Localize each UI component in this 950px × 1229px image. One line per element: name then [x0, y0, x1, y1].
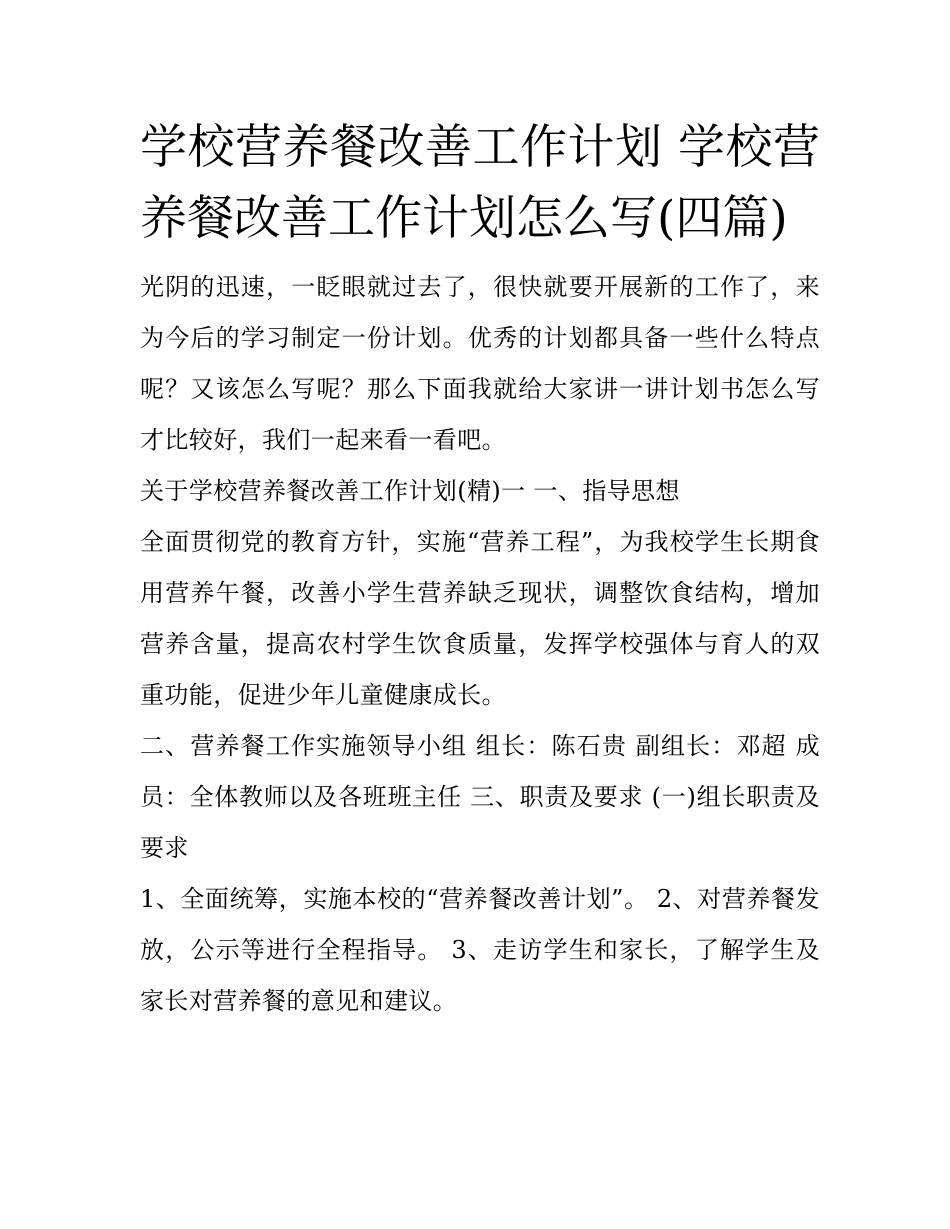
intro-paragraph: 光阴的迅速，一眨眼就过去了，很快就要开展新的工作了，来为今后的学习制定一份计划。优秀的计划都具备一些什么特点呢？又该怎么写呢？那么下面我就给大家讲一讲计划书怎么写才比较好，我们一起来看一看吧。	[140, 273, 820, 454]
document-page	[140, 112, 820, 1027]
leader-duties-paragraph: 1、全面统筹，实施本校的“营养餐改善计划”。 2、对营养餐发放，公示等进行全程指导。 3、走访学生和家长，了解学生及家长对营养餐的意见和建议。	[140, 885, 820, 1015]
leadership-group-paragraph: 二、营养餐工作实施领导小组 组长：陈石贵 副组长：邓超 成员：全体教师以及各班班主任 三、职责及要求 (一)组长职责及要求	[140, 732, 820, 862]
document-title: 学校营养餐改善工作计划 学校营养餐改善工作计划怎么写(四篇)	[140, 120, 820, 246]
guiding-thought-paragraph: 全面贯彻党的教育方针，实施“营养工程”，为我校学生长期食用营养午餐，改善小学生营养缺乏现状，调整饮食结构，增加营养含量，提高农村学生饮食质量，发挥学校强体与育人的双重功能，促进少年儿童健康成长。	[140, 528, 820, 709]
section-heading-guiding-thought: 关于学校营养餐改善工作计划(精)一 一、指导思想	[140, 477, 680, 505]
spacer	[140, 254, 820, 262]
